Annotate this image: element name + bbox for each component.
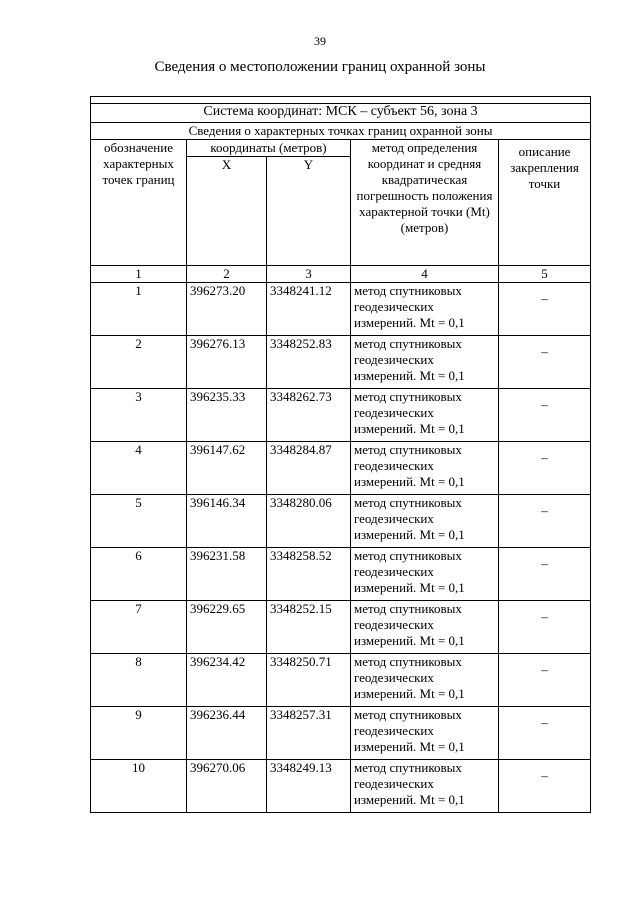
method-text: метод спутниковых геодезических измерений. Mt = 0,1 [351, 654, 499, 707]
header-x: X [187, 157, 267, 266]
point-description [499, 601, 591, 654]
point-description [499, 283, 591, 336]
coordinate-y: 3348252.83 [267, 336, 351, 389]
header-coordinates: координаты (метров) [187, 140, 351, 157]
coordinate-x: 396235.33 [187, 389, 267, 442]
coordinates-table [90, 96, 591, 813]
header-point: обозначение характерных точек границ [91, 140, 187, 266]
coordinate-x: 396236.44 [187, 707, 267, 760]
coordinate-y: 3348280.06 [267, 495, 351, 548]
column-number: 3 [267, 266, 351, 283]
header-row [91, 140, 591, 157]
coordinate-system-row [91, 104, 591, 123]
point-number: 9 [91, 707, 187, 760]
dash-mark: – [541, 397, 548, 412]
section-title-row [91, 123, 591, 140]
coordinate-x: 396229.65 [187, 601, 267, 654]
point-number: 10 [91, 760, 187, 813]
table-row [91, 442, 591, 495]
coordinate-x: 396234.42 [187, 654, 267, 707]
coordinate-y: 3348284.87 [267, 442, 351, 495]
point-number: 1 [91, 283, 187, 336]
coordinate-x: 396276.13 [187, 336, 267, 389]
point-description [499, 760, 591, 813]
table-row [91, 495, 591, 548]
method-text: метод спутниковых геодезических измерений. Mt = 0,1 [351, 283, 499, 336]
method-text: метод спутниковых геодезических измерений. Mt = 0,1 [351, 389, 499, 442]
coordinate-system-label: Система координат: МСК – субъект 56, зона 3 [91, 104, 591, 123]
dash-mark: – [541, 344, 548, 359]
point-description [499, 389, 591, 442]
coordinate-y: 3348241.12 [267, 283, 351, 336]
dash-mark: – [541, 503, 548, 518]
point-description [499, 548, 591, 601]
coordinate-y: 3348257.31 [267, 707, 351, 760]
point-description [499, 654, 591, 707]
document-title: Сведения о местоположении границ охранной зоны [154, 59, 486, 75]
point-number: 3 [91, 389, 187, 442]
section-title: Сведения о характерных точках границ охранной зоны [91, 123, 591, 140]
column-number: 5 [499, 266, 591, 283]
coordinate-y: 3348252.15 [267, 601, 351, 654]
point-description [499, 707, 591, 760]
point-description [499, 336, 591, 389]
table-top-frame [91, 97, 591, 104]
point-number: 6 [91, 548, 187, 601]
table-row [91, 707, 591, 760]
column-number: 2 [187, 266, 267, 283]
method-text: метод спутниковых геодезических измерений. Mt = 0,1 [351, 495, 499, 548]
header-method: метод определения координат и средняя квадратическая погрешность положения характерной точки (Mt) (метров) [351, 140, 499, 266]
point-number: 2 [91, 336, 187, 389]
coordinate-x: 396273.20 [187, 283, 267, 336]
coordinate-x: 396146.34 [187, 495, 267, 548]
dash-mark: – [541, 609, 548, 624]
method-text: метод спутниковых геодезических измерений. Mt = 0,1 [351, 760, 499, 813]
table-row [91, 654, 591, 707]
coordinate-y: 3348249.13 [267, 760, 351, 813]
coordinate-x: 396231.58 [187, 548, 267, 601]
coordinate-x: 396147.62 [187, 442, 267, 495]
table-row [91, 283, 591, 336]
header-description: описание закрепления точки [499, 140, 591, 266]
table-row [91, 760, 591, 813]
coordinate-y: 3348258.52 [267, 548, 351, 601]
point-description [499, 442, 591, 495]
header-y: Y [267, 157, 351, 266]
coordinate-x: 396270.06 [187, 760, 267, 813]
dash-mark: – [541, 291, 548, 306]
column-number: 1 [91, 266, 187, 283]
method-text: метод спутниковых геодезических измерений. Mt = 0,1 [351, 707, 499, 760]
dash-mark: – [541, 662, 548, 677]
method-text: метод спутниковых геодезических измерений. Mt = 0,1 [351, 336, 499, 389]
coordinate-y: 3348250.71 [267, 654, 351, 707]
table-row [91, 601, 591, 654]
dash-mark: – [541, 450, 548, 465]
page-number: 39 [314, 34, 326, 48]
point-number: 4 [91, 442, 187, 495]
table-row [91, 548, 591, 601]
table-row [91, 336, 591, 389]
method-text: метод спутниковых геодезических измерений. Mt = 0,1 [351, 548, 499, 601]
column-number: 4 [351, 266, 499, 283]
table-row [91, 389, 591, 442]
dash-mark: – [541, 715, 548, 730]
column-number-row [91, 266, 591, 283]
dash-mark: – [541, 556, 548, 571]
coordinate-y: 3348262.73 [267, 389, 351, 442]
point-number: 8 [91, 654, 187, 707]
point-number: 5 [91, 495, 187, 548]
dash-mark: – [541, 768, 548, 783]
method-text: метод спутниковых геодезических измерений. Mt = 0,1 [351, 601, 499, 654]
method-text: метод спутниковых геодезических измерений. Mt = 0,1 [351, 442, 499, 495]
point-number: 7 [91, 601, 187, 654]
point-description [499, 495, 591, 548]
